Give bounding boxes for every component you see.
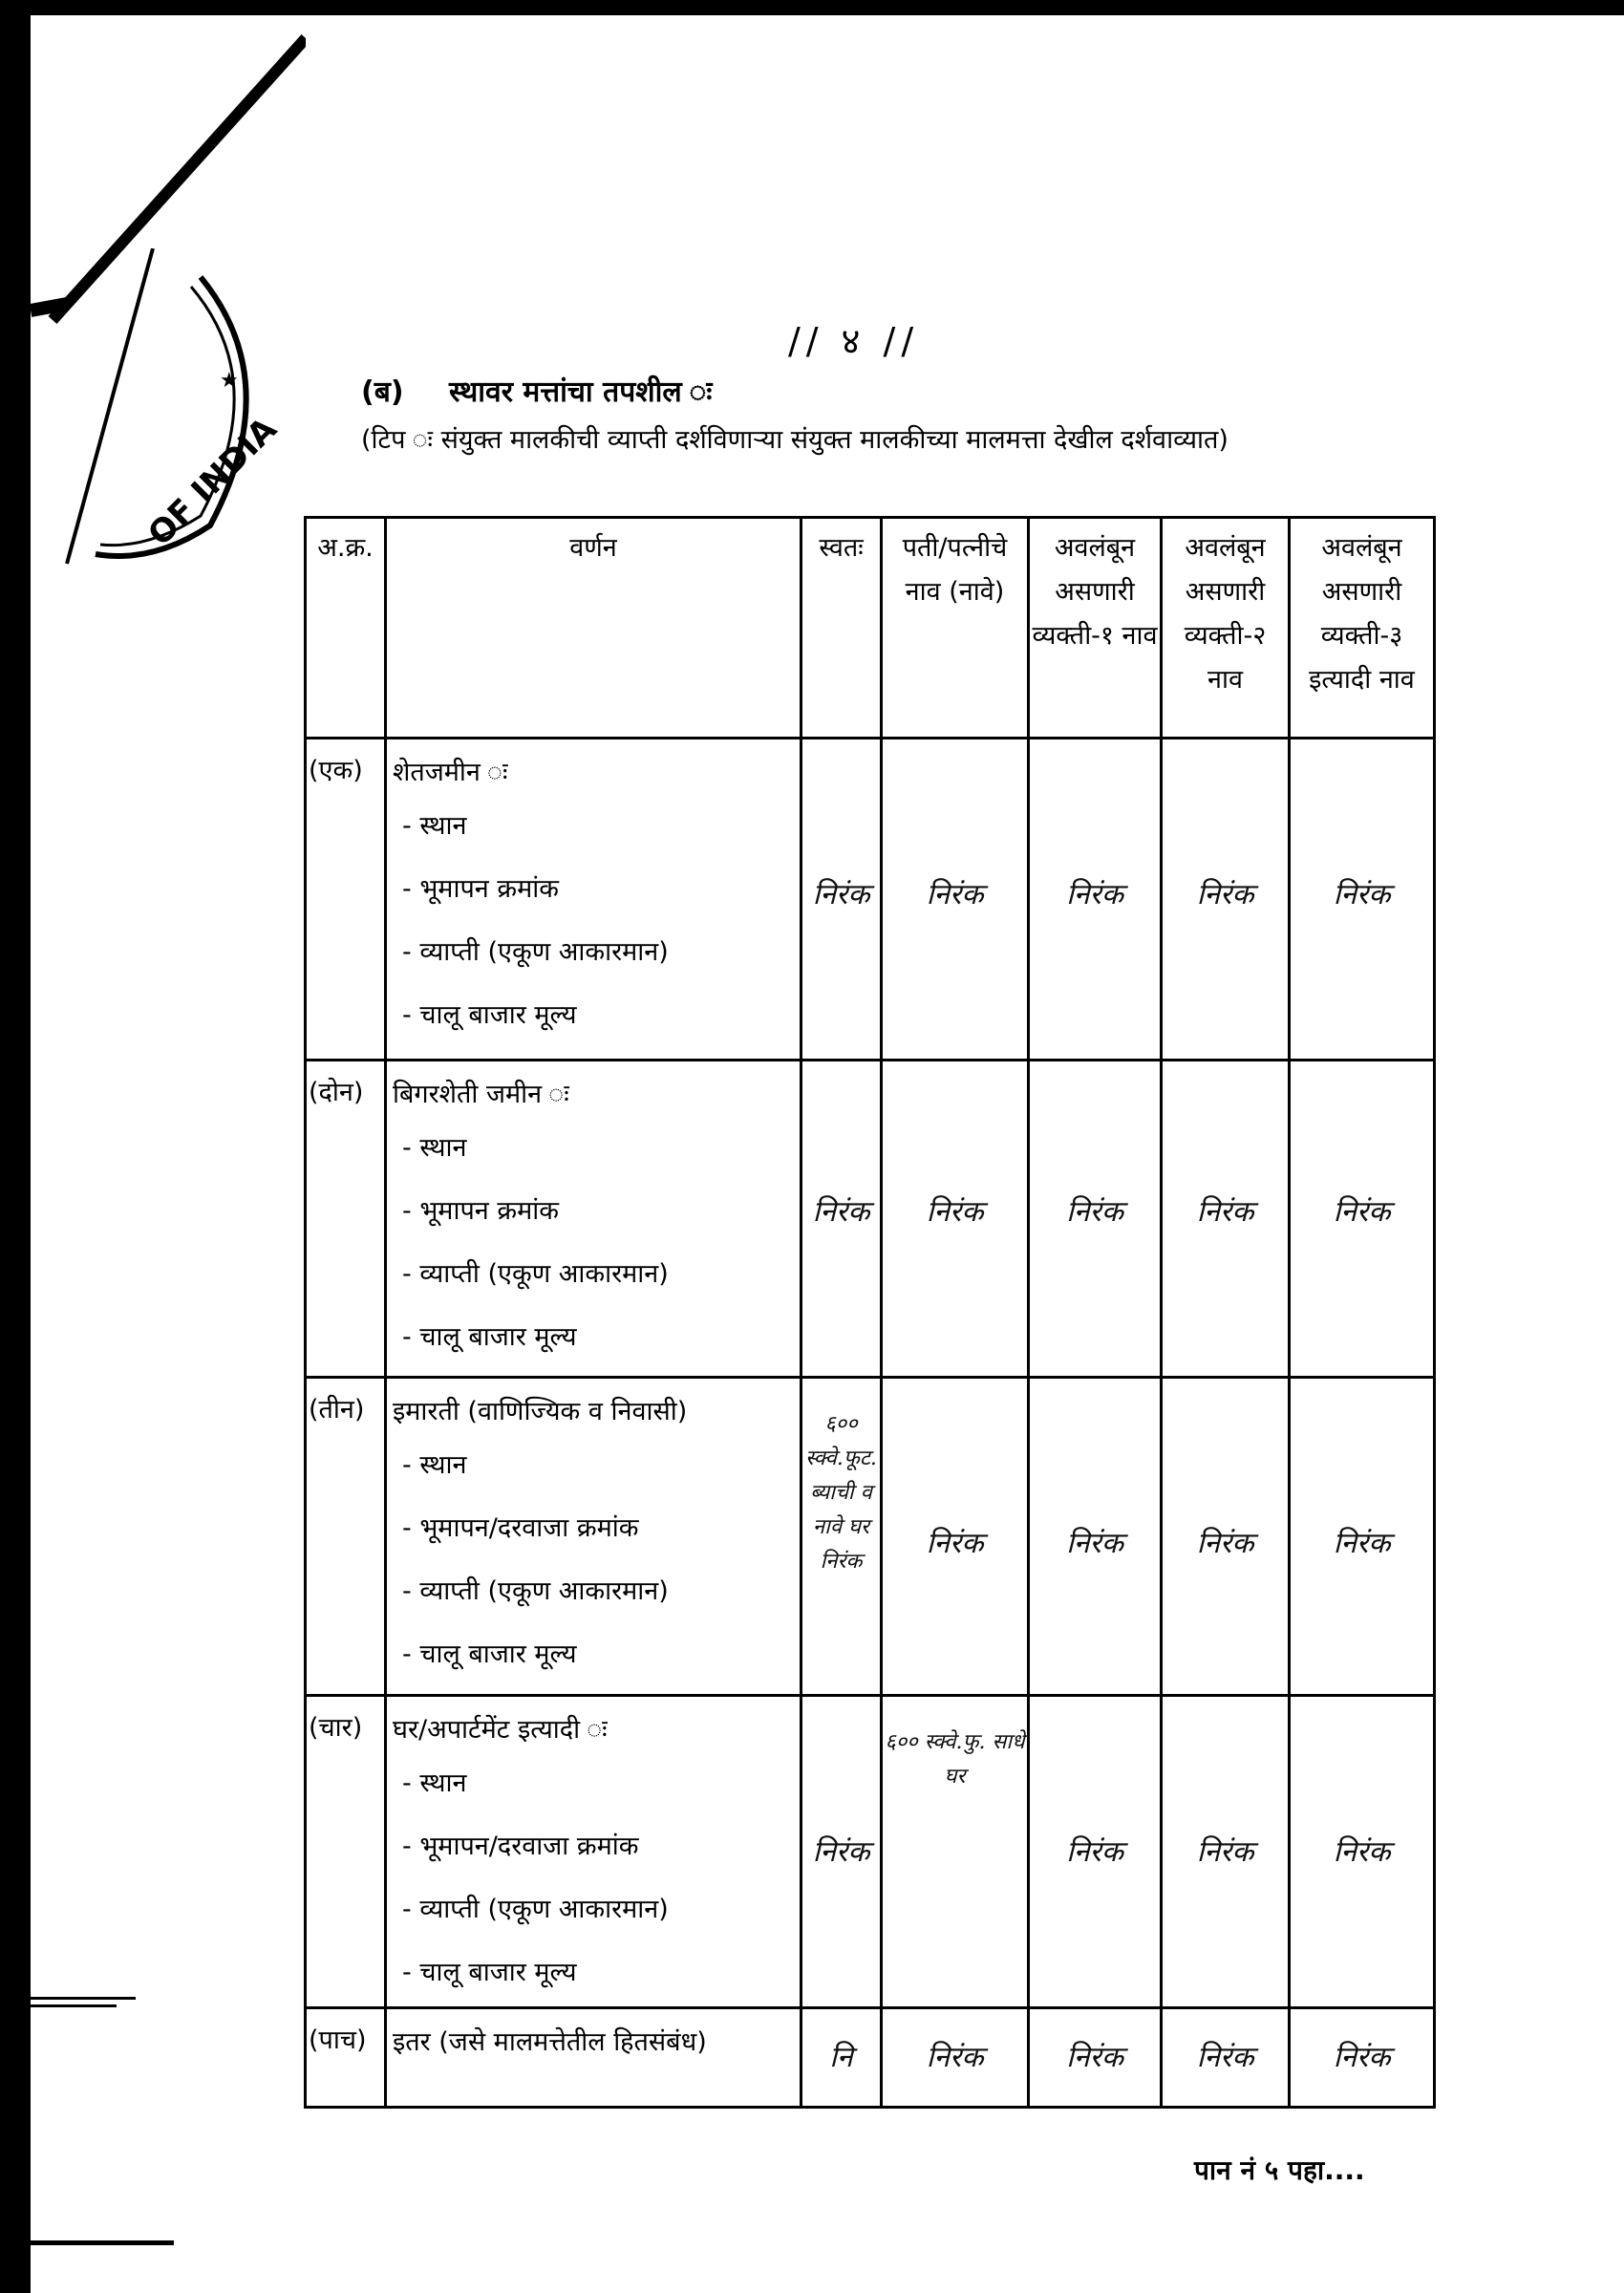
handwritten-entry: निरंक bbox=[1333, 878, 1391, 911]
handwritten-entry: निरंक bbox=[1196, 2041, 1254, 2074]
cell-dependent-3 bbox=[1290, 1061, 1435, 1378]
asset-subfield-label: - चालू बाजार मूल्य bbox=[402, 1000, 577, 1030]
cell-spouse bbox=[882, 1061, 1029, 1378]
asset-category-title: शेतजमीन ः bbox=[393, 758, 508, 787]
scan-edge-left bbox=[0, 0, 31, 2293]
cell-dependent-1 bbox=[1029, 1696, 1162, 2008]
handwritten-entry: निरंक bbox=[1066, 2041, 1123, 2074]
cell-dependent-3 bbox=[1290, 2008, 1435, 2108]
row-description bbox=[386, 1061, 801, 1378]
asset-category-title: घर/अपार्टमेंट इत्यादी ः bbox=[393, 1715, 608, 1745]
handwritten-entry: निरंक bbox=[812, 878, 870, 911]
handwritten-entry: निरंक bbox=[812, 1835, 870, 1869]
asset-subfield-label: - स्थान bbox=[402, 1133, 467, 1163]
official-stamp bbox=[38, 248, 287, 573]
scan-artifact bbox=[31, 2240, 174, 2245]
row-serial: (तीन) bbox=[306, 1378, 386, 1696]
table-row bbox=[306, 739, 1435, 1061]
handwritten-entry: निरंक bbox=[1196, 1835, 1254, 1869]
handwritten-entry: निरंक bbox=[926, 2041, 984, 2074]
page-number: // ४ // bbox=[788, 320, 920, 362]
asset-category-title: बिगरशेती जमीन ः bbox=[393, 1080, 569, 1109]
handwritten-entry: निरंक bbox=[926, 1195, 984, 1229]
header-dependent-2: अवलंबून असणारी व्यक्ती-२ नाव bbox=[1162, 518, 1290, 739]
table-row bbox=[306, 1061, 1435, 1378]
handwritten-entry: निरंक bbox=[1333, 2041, 1391, 2074]
asset-subfield-label: - स्थान bbox=[402, 1450, 467, 1480]
section-title: स्थावर मत्तांचा तपशील ः bbox=[449, 375, 713, 409]
asset-subfield-label: - भूमापन क्रमांक bbox=[402, 874, 559, 904]
row-description bbox=[386, 1696, 801, 2008]
asset-subfield-label: - भूमापन/दरवाजा क्रमांक bbox=[402, 1513, 639, 1543]
header-description: वर्णन bbox=[386, 518, 801, 739]
header-serial: अ.क्र. bbox=[306, 518, 386, 739]
cell-dependent-2 bbox=[1162, 2008, 1290, 2108]
handwritten-entry: निरंक bbox=[812, 1195, 870, 1229]
handwritten-entry: निरंक bbox=[926, 1527, 984, 1560]
handwritten-entry: निरंक bbox=[1196, 878, 1254, 911]
handwritten-entry: निरंक bbox=[1333, 1835, 1391, 1869]
stamp-star-icon: ★ bbox=[220, 369, 239, 393]
asset-subfield-label: - व्याप्ती (एकूण आकारमान) bbox=[402, 1895, 669, 1924]
handwritten-entry: निरंक bbox=[1066, 878, 1123, 911]
scan-artifact bbox=[31, 2004, 117, 2007]
cell-dependent-1 bbox=[1029, 1061, 1162, 1378]
row-serial: (पाच) bbox=[306, 2008, 386, 2108]
scan-artifact bbox=[31, 1997, 136, 2000]
cell-self bbox=[801, 1061, 882, 1378]
cell-dependent-1 bbox=[1029, 2008, 1162, 2108]
asset-subfield-label: - स्थान bbox=[402, 811, 467, 841]
row-description bbox=[386, 739, 801, 1061]
header-self: स्वतः bbox=[801, 518, 882, 739]
section-note: (टिप ः संयुक्त मालकीची व्याप्ती दर्शविणाऱ्या संयुक्त मालकीच्या मालमत्ता देखील दर्शवाव्यात) bbox=[361, 425, 1229, 455]
asset-subfield-label: - चालू बाजार मूल्य bbox=[402, 1322, 577, 1352]
cell-dependent-1 bbox=[1029, 739, 1162, 1061]
asset-subfield-label: - व्याप्ती (एकूण आकारमान) bbox=[402, 937, 669, 967]
cell-dependent-1 bbox=[1029, 1378, 1162, 1696]
cell-self bbox=[801, 739, 882, 1061]
row-serial: (चार) bbox=[306, 1696, 386, 2008]
table-row bbox=[306, 2008, 1435, 2108]
asset-subfield-label: - भूमापन क्रमांक bbox=[402, 1196, 559, 1226]
header-spouse: पती/पत्नीचे नाव (नावे) bbox=[882, 518, 1029, 739]
asset-category-title: इतर (जसे मालमत्तेतील हितसंबंध) bbox=[393, 2027, 707, 2057]
table-row bbox=[306, 1378, 1435, 1696]
handwritten-entry: निरंक bbox=[1066, 1835, 1123, 1869]
header-dependent-1: अवलंबून असणारी व्यक्ती-१ नाव bbox=[1029, 518, 1162, 739]
handwritten-entry: निरंक bbox=[1333, 1527, 1391, 1560]
table-row bbox=[306, 1696, 1435, 2008]
asset-subfield-label: - भूमापन/दरवाजा क्रमांक bbox=[402, 1832, 639, 1861]
cell-dependent-2 bbox=[1162, 1061, 1290, 1378]
cell-dependent-2 bbox=[1162, 1378, 1290, 1696]
asset-category-title: इमारती (वाणिज्यिक व निवासी) bbox=[393, 1397, 688, 1426]
handwritten-entry: निरंक bbox=[926, 878, 984, 911]
asset-subfield-label: - व्याप्ती (एकूण आकारमान) bbox=[402, 1259, 669, 1289]
asset-subfield-label: - स्थान bbox=[402, 1768, 467, 1798]
asset-subfield-label: - चालू बाजार मूल्य bbox=[402, 1958, 577, 1987]
row-serial: (दोन) bbox=[306, 1061, 386, 1378]
handwritten-entry: निरंक bbox=[1196, 1195, 1254, 1229]
asset-subfield-label: - चालू बाजार मूल्य bbox=[402, 1639, 577, 1669]
cell-dependent-2 bbox=[1162, 739, 1290, 1061]
cell-spouse bbox=[882, 2008, 1029, 2108]
table-header-row bbox=[306, 518, 1435, 739]
header-dependent-3: अवलंबून असणारी व्यक्ती-३ इत्यादी नाव bbox=[1290, 518, 1435, 739]
cell-dependent-3 bbox=[1290, 1378, 1435, 1696]
row-serial: (एक) bbox=[306, 739, 386, 1061]
cell-spouse bbox=[882, 1378, 1029, 1696]
asset-subfield-label: - व्याप्ती (एकूण आकारमान) bbox=[402, 1576, 669, 1606]
handwritten-entry: ६०० स्क्वे.फु. साधे घर bbox=[885, 1730, 1025, 1789]
cell-self bbox=[801, 1696, 882, 2008]
handwritten-entry: निरंक bbox=[1066, 1527, 1123, 1560]
cell-dependent-3 bbox=[1290, 1696, 1435, 2008]
cell-spouse bbox=[882, 739, 1029, 1061]
continue-next-page: पान नं ५ पहा.... bbox=[1194, 2154, 1365, 2186]
stamp-text: OF INDIA bbox=[140, 410, 285, 554]
handwritten-entry: निरंक bbox=[1196, 1527, 1254, 1560]
handwritten-entry: निरंक bbox=[1066, 1195, 1123, 1229]
handwritten-entry: ६०० स्क्वे.फूट. ब्याची व नावे घर निरंक bbox=[805, 1412, 877, 1574]
cell-self bbox=[801, 2008, 882, 2108]
section-label: (ब) bbox=[361, 375, 404, 409]
immovable-assets-table bbox=[304, 516, 1436, 2109]
cell-dependent-3 bbox=[1290, 739, 1435, 1061]
cell-self bbox=[801, 1378, 882, 1696]
row-description bbox=[386, 2008, 801, 2108]
row-description bbox=[386, 1378, 801, 1696]
handwritten-entry: निरंक bbox=[1333, 1195, 1391, 1229]
cell-spouse bbox=[882, 1696, 1029, 2008]
cell-dependent-2 bbox=[1162, 1696, 1290, 2008]
handwritten-entry: नि bbox=[829, 2041, 853, 2074]
